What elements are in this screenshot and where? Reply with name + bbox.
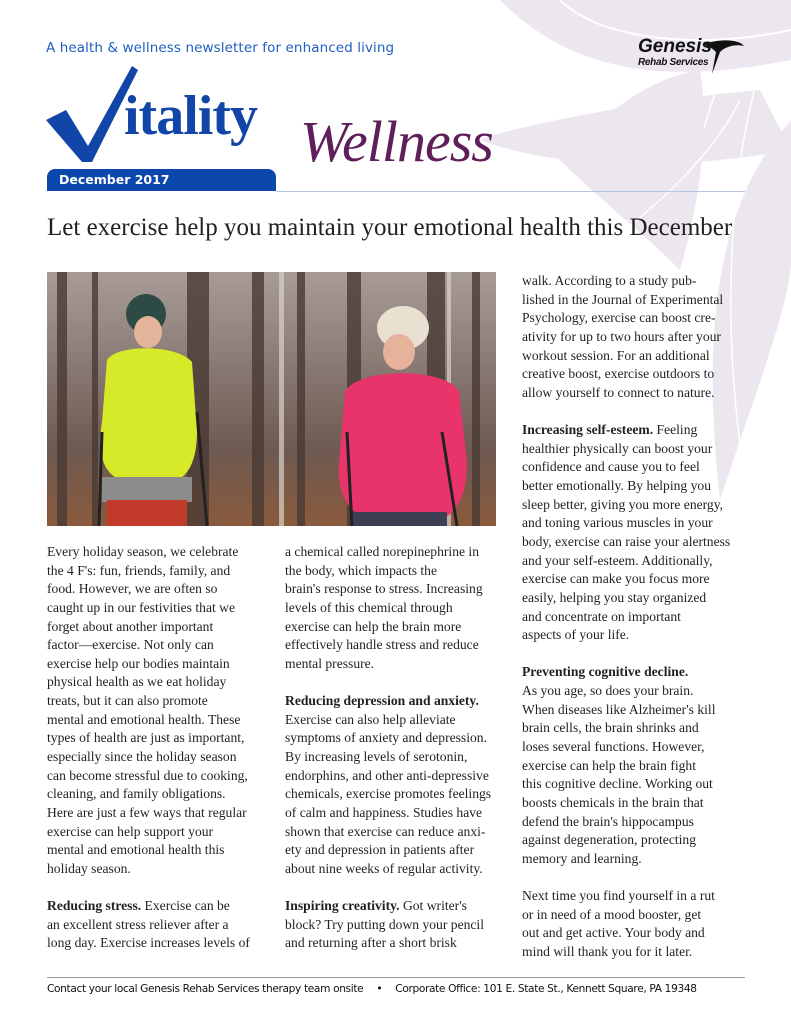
text-run: boosts chemicals in the brain that xyxy=(522,794,704,810)
article-column-3 xyxy=(522,272,730,962)
text-line xyxy=(522,924,730,943)
text-line xyxy=(522,719,730,738)
text-run: loses several functions. However, xyxy=(522,739,705,755)
text-run: sleep better, giving you more energy, xyxy=(522,496,724,512)
text-line xyxy=(285,897,491,916)
header-divider xyxy=(276,191,745,192)
text-line xyxy=(47,636,250,655)
text-run: and toning various muscles in your xyxy=(522,515,713,531)
text-line xyxy=(47,655,250,674)
text-run: cleaning, and family obligations. xyxy=(47,786,226,802)
masthead-vitality: itality xyxy=(124,85,257,147)
text-line xyxy=(522,757,730,776)
text-run: Exercise can also help alleviate xyxy=(285,711,456,727)
paragraph-gap xyxy=(522,869,730,888)
text-run: better emotionally. By helping you xyxy=(522,478,712,494)
text-run: an excellent stress reliever after a xyxy=(47,916,229,932)
text-run: Got writer's xyxy=(399,898,467,914)
text-line xyxy=(47,748,250,767)
text-line xyxy=(522,514,730,533)
text-line xyxy=(285,562,491,581)
text-run: of calm and happiness. Studies have xyxy=(285,804,483,820)
text-line xyxy=(47,729,250,748)
logo-line1: Genesis xyxy=(638,36,712,57)
text-run: Every holiday season, we celebrate xyxy=(47,544,239,559)
text-run: exercise can make you focus more xyxy=(522,571,710,587)
footer-contact: Contact your local Genesis Rehab Services therapy team onsite xyxy=(47,983,364,995)
text-line xyxy=(522,384,730,403)
text-line xyxy=(522,626,730,645)
text-line xyxy=(47,767,250,786)
text-run: forget about another important xyxy=(47,618,214,634)
footer-office: Corporate Office: 101 E. State St., Kennett Square, PA 19348 xyxy=(395,983,697,995)
text-line xyxy=(285,748,491,767)
text-run: chemicals, exercise promotes feelings xyxy=(285,786,492,802)
logo-line2: Rehab Services xyxy=(638,57,709,68)
masthead-wellness: Wellness xyxy=(300,109,493,174)
text-run: walk. According to a study pub- xyxy=(522,273,697,288)
text-line xyxy=(285,804,491,823)
text-line xyxy=(285,655,491,674)
text-run: exercise can help the brain fight xyxy=(522,757,696,773)
text-line xyxy=(285,729,491,748)
text-line xyxy=(285,580,491,599)
paragraph-gap xyxy=(285,673,491,692)
text-run: can become stressful due to cooking, xyxy=(47,767,248,783)
text-run: Next time you find yourself in a rut xyxy=(522,888,715,904)
text-run: defend the brain's hippocampus xyxy=(522,813,694,829)
article-headline: Let exercise help you maintain your emotional health this December xyxy=(47,214,733,241)
text-run: ativity for up to two hours after your xyxy=(522,328,721,344)
text-line xyxy=(285,934,491,953)
text-line xyxy=(47,823,250,842)
text-run: against degeneration, protecting xyxy=(522,832,697,848)
text-run: allow yourself to connect to nature. xyxy=(522,384,715,400)
text-line xyxy=(47,692,250,711)
text-run: and returning after a short brisk xyxy=(285,935,457,951)
text-line xyxy=(522,533,730,552)
text-line xyxy=(47,897,250,916)
paragraph-gap xyxy=(522,402,730,421)
text-line xyxy=(47,711,250,730)
text-run: this cognitive decline. Working out xyxy=(522,776,713,792)
text-line xyxy=(522,440,730,459)
paragraph-gap xyxy=(285,879,491,898)
text-line xyxy=(522,813,730,832)
article-photo xyxy=(47,272,496,526)
text-line xyxy=(522,309,730,328)
text-run: food. However, we are often so xyxy=(47,581,218,597)
text-line xyxy=(522,458,730,477)
text-run: the 4 F's: fun, friends, family, and xyxy=(47,562,231,578)
text-run: caught up in our festivities that we xyxy=(47,599,236,615)
text-run: mental and emotional health. These xyxy=(47,711,241,727)
text-run: creative boost, exercise outdoors to xyxy=(522,366,715,382)
text-run: mind will thank you for it later. xyxy=(522,944,693,960)
text-run: and your self-esteem. Additionally, xyxy=(522,552,713,568)
text-run: Psychology, exercise can boost cre- xyxy=(522,310,716,326)
text-line xyxy=(522,477,730,496)
text-line xyxy=(285,767,491,786)
text-line xyxy=(47,599,250,618)
text-line xyxy=(522,738,730,757)
text-run: factor—exercise. Not only can xyxy=(47,637,214,653)
text-run: By increasing levels of serotonin, xyxy=(285,749,468,765)
text-line xyxy=(285,618,491,637)
footer-divider xyxy=(47,977,745,978)
text-line xyxy=(522,701,730,720)
text-line xyxy=(522,887,730,906)
text-line xyxy=(522,943,730,962)
text-run: and concentrate on important xyxy=(522,608,681,624)
paragraph-gap xyxy=(522,645,730,664)
text-line xyxy=(47,841,250,860)
text-run: especially since the holiday season xyxy=(47,749,237,765)
text-run: a chemical called norepinephrine in xyxy=(285,544,479,559)
text-run: out and get active. Your body and xyxy=(522,925,705,941)
text-line xyxy=(522,663,730,682)
text-run: shown that exercise can reduce anxi- xyxy=(285,823,486,839)
text-run: mental pressure. xyxy=(285,655,375,671)
text-line xyxy=(47,562,250,581)
text-run: mental and emotional health this xyxy=(47,842,225,858)
text-run: exercise can help the brain more xyxy=(285,618,462,634)
text-run: As you age, so does your brain. xyxy=(522,683,694,699)
section-heading: Preventing cognitive decline. xyxy=(522,664,689,680)
text-line xyxy=(47,804,250,823)
text-run: ety and depression in patients after xyxy=(285,842,475,858)
vitality-masthead xyxy=(46,66,306,176)
text-line xyxy=(522,608,730,627)
text-line xyxy=(522,906,730,925)
paragraph-gap xyxy=(47,879,250,898)
text-line xyxy=(47,673,250,692)
section-heading: Increasing self-esteem. xyxy=(522,422,654,438)
text-run: long day. Exercise increases levels of xyxy=(47,935,250,951)
text-line xyxy=(522,570,730,589)
issue-date-bar xyxy=(47,169,276,191)
text-line xyxy=(522,794,730,813)
text-run: physical health as we eat holiday xyxy=(47,674,227,690)
text-run: block? Try putting down your pencil xyxy=(285,916,484,932)
section-heading: Inspiring creativity. xyxy=(285,898,400,914)
text-run: Feeling xyxy=(653,422,698,438)
text-run: Exercise can be xyxy=(141,898,230,914)
text-run: levels of this chemical through xyxy=(285,599,453,615)
newsletter-tagline: A health & wellness newsletter for enhanced living xyxy=(46,40,395,56)
text-run: workout session. For an additional xyxy=(522,347,710,363)
text-line xyxy=(47,543,250,562)
text-line xyxy=(285,599,491,618)
text-line xyxy=(47,580,250,599)
section-heading: Reducing depression and anxiety. xyxy=(285,693,479,709)
text-line xyxy=(522,496,730,515)
text-line xyxy=(522,421,730,440)
text-line xyxy=(285,636,491,655)
text-run: brain's response to stress. Increasing xyxy=(285,581,483,597)
text-run: When diseases like Alzheimer's kill xyxy=(522,701,716,717)
text-line xyxy=(47,934,250,953)
text-line xyxy=(285,860,491,879)
text-line xyxy=(522,365,730,384)
text-line xyxy=(522,831,730,850)
text-line xyxy=(47,618,250,637)
text-run: treats, but it can also promote xyxy=(47,693,208,709)
text-run: brain cells, the brain shrinks and xyxy=(522,720,699,736)
genesis-logo xyxy=(612,36,752,86)
article-column-1 xyxy=(47,543,250,953)
text-line xyxy=(285,692,491,711)
text-line xyxy=(522,272,730,291)
text-run: or in need of a mood booster, get xyxy=(522,906,702,922)
text-line xyxy=(285,711,491,730)
section-heading: Reducing stress. xyxy=(47,898,142,914)
text-run: about nine weeks of regular activity. xyxy=(285,860,483,876)
text-line xyxy=(47,785,250,804)
text-run: endorphins, and other anti-depressive xyxy=(285,767,489,783)
text-line xyxy=(522,552,730,571)
text-line xyxy=(522,328,730,347)
text-line xyxy=(47,860,250,879)
text-run: body, exercise can raise your alertness xyxy=(522,533,731,549)
text-line xyxy=(285,841,491,860)
text-line xyxy=(522,775,730,794)
text-run: Here are just a few ways that regular xyxy=(47,804,247,820)
swoosh-icon xyxy=(702,38,747,78)
text-run: the body, which impacts the xyxy=(285,562,438,578)
text-run: exercise help our bodies maintain xyxy=(47,655,230,671)
text-line xyxy=(285,785,491,804)
text-run: memory and learning. xyxy=(522,850,642,866)
text-line xyxy=(47,916,250,935)
text-run: confidence and cause you to feel xyxy=(522,459,700,475)
text-run: holiday season. xyxy=(47,860,131,876)
footer xyxy=(47,983,697,995)
text-line xyxy=(522,291,730,310)
text-run: types of health are just as important, xyxy=(47,730,245,746)
text-line xyxy=(522,850,730,869)
text-run: healthier physically can boost your xyxy=(522,440,713,456)
text-line xyxy=(522,347,730,366)
text-line xyxy=(285,543,491,562)
text-run: lished in the Journal of Experimental xyxy=(522,291,724,307)
text-run: aspects of your life. xyxy=(522,627,630,643)
text-line xyxy=(285,823,491,842)
text-line xyxy=(522,589,730,608)
text-line xyxy=(285,916,491,935)
text-run: effectively handle stress and reduce xyxy=(285,637,479,653)
article-column-2 xyxy=(285,543,491,953)
issue-date: December 2017 xyxy=(59,172,170,187)
text-run: easily, helping you stay organized xyxy=(522,589,707,605)
text-run: symptoms of anxiety and depression. xyxy=(285,730,487,746)
text-line xyxy=(522,682,730,701)
footer-separator: • xyxy=(376,983,383,995)
text-run: exercise can help support your xyxy=(47,823,214,839)
